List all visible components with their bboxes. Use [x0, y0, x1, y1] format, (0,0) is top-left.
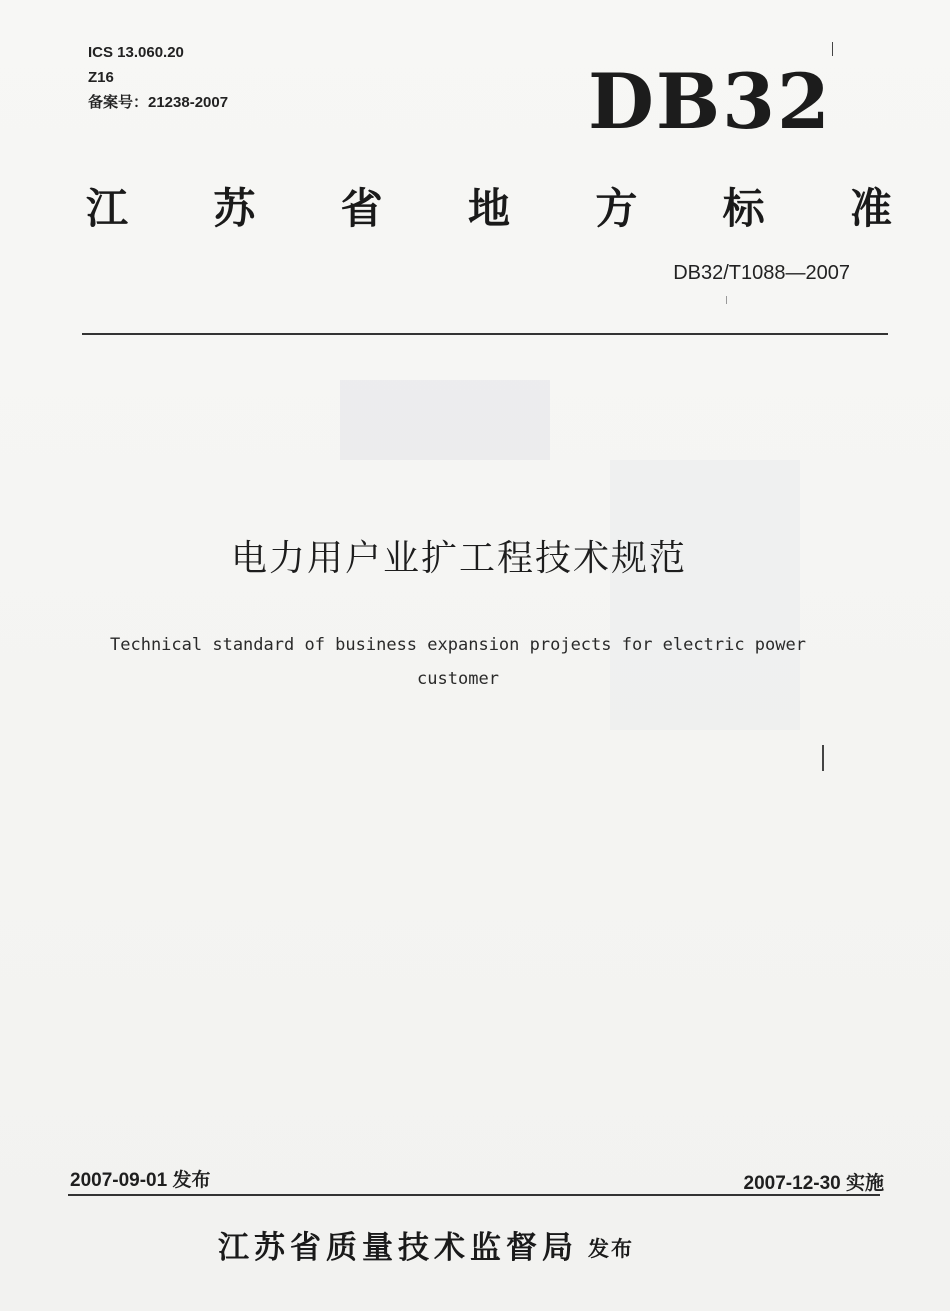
standard-number: DB32/T1088—2007: [673, 262, 850, 284]
standard-type-char: 苏: [213, 184, 256, 233]
implementation-date: 2007-12-30 实施: [743, 1173, 884, 1194]
title-en-line: Technical standard of business expansion projects for electric power: [110, 635, 806, 655]
scan-artifact: [340, 380, 550, 460]
document-title-en: [40, 628, 876, 696]
title-en-line: customer: [417, 669, 499, 689]
db-logo: DB32: [588, 57, 832, 146]
scan-mark: [726, 296, 727, 304]
document-title-cn: 电力用户业扩工程技术规范: [230, 538, 687, 579]
standard-type-char: 省: [340, 184, 383, 233]
standard-type-char: 地: [467, 184, 510, 233]
header-divider: [82, 333, 888, 335]
standard-type-heading: [86, 176, 892, 236]
scan-mark: [822, 745, 824, 771]
document-meta: [88, 40, 228, 115]
publisher-suffix: 发布: [588, 1237, 634, 1261]
ics-code: ICS 13.060.20: [88, 44, 184, 61]
filing-number: 备案号：21238-2007: [88, 94, 229, 111]
publisher: [218, 1222, 634, 1267]
footer-divider: [68, 1194, 880, 1196]
standard-type-char: 江: [86, 184, 129, 233]
standard-type-char: 方: [595, 184, 638, 233]
issue-date: 2007-09-01 发布: [70, 1170, 211, 1191]
standard-type-char: 标: [722, 184, 765, 233]
standard-type-char: 准: [849, 184, 892, 233]
publisher-name: 江苏省质量技术监督局: [218, 1230, 578, 1266]
scan-mark: [832, 42, 833, 56]
category-code: Z16: [88, 69, 114, 86]
